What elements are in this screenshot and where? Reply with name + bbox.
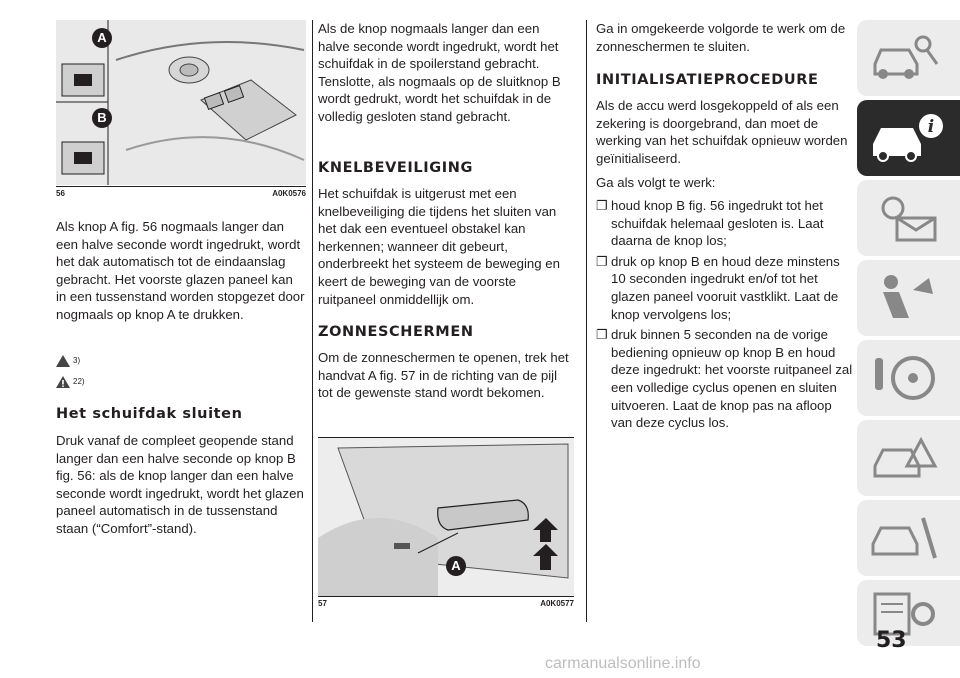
callout-a: A — [446, 556, 466, 576]
sidebar-tab-car-emergency[interactable] — [857, 420, 960, 496]
paragraph: Als de accu werd losgekoppeld of als een zekering is doorgebrand, dan moet de werking van het schuifdak opnieuw worden geïnitialiseerd. — [596, 98, 848, 166]
steering-wheel-icon — [869, 350, 941, 406]
checkbox-bullet-icon: ❐ — [596, 198, 608, 213]
car-key-icon — [869, 30, 941, 86]
car-emergency-icon — [869, 430, 941, 486]
warning-lights-icon — [869, 190, 941, 246]
sidebar-tab-car-info[interactable] — [857, 100, 960, 176]
figure-code: A0K0577 — [540, 599, 574, 608]
car-wrench-icon — [869, 510, 941, 566]
section-heading: INITIALISATIEPROCEDURE — [596, 72, 819, 88]
sidebar-tab-car-wrench[interactable] — [857, 500, 960, 576]
sidebar-tab-warning-lights[interactable] — [857, 180, 960, 256]
column-rule-right — [586, 20, 587, 622]
warning-triangle-icon — [56, 355, 70, 367]
sunshade-illustration — [318, 438, 574, 596]
figure-57-image — [318, 437, 574, 596]
sidebar-tab-airbag-seat[interactable] — [857, 260, 960, 336]
figure-56-image — [56, 20, 306, 185]
list-item — [596, 253, 854, 323]
warning-ref-2 — [56, 373, 85, 390]
warning-triangle-icon — [56, 376, 70, 388]
car-info-icon — [869, 110, 949, 166]
bullet-list — [596, 197, 854, 435]
paragraph: Als knop A fig. 56 nogmaals langer dan een halve seconde wordt ingedrukt, wordt het dak automatisch tot de eindaanslag gebracht. Het voorste glazen paneel kan in een tussenstand worden stopgezet door nogmaals op knop A te drukken. — [56, 219, 305, 322]
watermark: carmanualsonline.info — [545, 655, 701, 672]
list-item-text: houd knop B fig. 56 ingedrukt tot het schuifdak helemaal gesloten is. Laat daarna de knop los; — [611, 198, 824, 249]
list-item-text: druk binnen 5 seconden na de vorige bediening opnieuw op knop B en houd deze ingedrukt: het voorste ruitpaneel zal een volledige cyclus openen en sluiten uitvoeren. Laat de knop pas na afloop van deze cyclus los. — [611, 327, 853, 431]
info-letter: i — [927, 117, 935, 137]
figure-number: 56 — [56, 189, 65, 198]
figure-code: A0K0576 — [272, 189, 306, 198]
figure-number: 57 — [318, 599, 327, 608]
figure-56-caption — [56, 186, 306, 201]
paragraph: Ga in omgekeerde volgorde te werk om de zonneschermen te sluiten. — [596, 21, 846, 54]
list-item — [596, 197, 854, 250]
paragraph: Als de knop nogmaals langer dan een halve seconde wordt ingedrukt, wordt het schuifdak in de spoilerstand gebracht. Tenslotte, als nogmaals op de sluitknop B wordt gedrukt, wordt het schuifdak in de volledig gesloten stand gebracht. — [318, 21, 561, 124]
section-heading: Het schuifdak sluiten — [56, 406, 243, 422]
figure-57-caption — [318, 596, 574, 611]
paragraph: Ga als volgt te werk: — [596, 175, 716, 190]
sidebar-tab-steering-wheel[interactable] — [857, 340, 960, 416]
warning-ref-label: 3) — [73, 356, 81, 365]
warning-ref-1 — [56, 352, 80, 369]
roof-console-illustration — [56, 20, 306, 185]
section-heading: KNELBEVEILIGING — [318, 160, 473, 176]
paragraph: Om de zonneschermen te openen, trek het handvat A fig. 57 in de richting van de pijl tot de gewenste stand wordt bekomen. — [318, 350, 569, 401]
paragraph: Het schuifdak is uitgerust met een knelbeveiliging die tijdens het sluiten van het dak een eventueel obstakel kan herkennen; wanneer dit gebeurt, onderbreekt het systeem de beweging en keert de beweging van de voorste ruitpaneel onmiddellijk om. — [318, 186, 560, 307]
airbag-seat-icon — [869, 270, 941, 326]
callout-b: B — [92, 108, 112, 128]
checkbox-bullet-icon: ❐ — [596, 327, 608, 343]
list-item — [596, 326, 854, 432]
paragraph: Druk vanaf de compleet geopende stand langer dan een halve seconde op knop B fig. 56: als de knop langer dan een halve seconde wordt ingedrukt, wordt het glazen paneel automatisch in de tussenstand staan (“Comfort”-stand). — [56, 433, 304, 536]
section-heading: ZONNESCHERMEN — [318, 324, 474, 340]
page-number: 53 — [876, 628, 907, 653]
sidebar-tab-specs[interactable] — [857, 580, 960, 646]
list-item-text: druk op knop B en houd deze minstens 10 seconden ingedrukt en/of tot het glazen paneel vooruit vastklikt. Laat de knop vervolgens los; — [611, 253, 840, 322]
callout-a: A — [92, 28, 112, 48]
sidebar-tab-car-key[interactable] — [857, 20, 960, 96]
warning-ref-label: 22) — [73, 377, 85, 386]
checkbox-bullet-icon: ❐ — [596, 253, 608, 269]
column-rule-left — [312, 20, 313, 622]
